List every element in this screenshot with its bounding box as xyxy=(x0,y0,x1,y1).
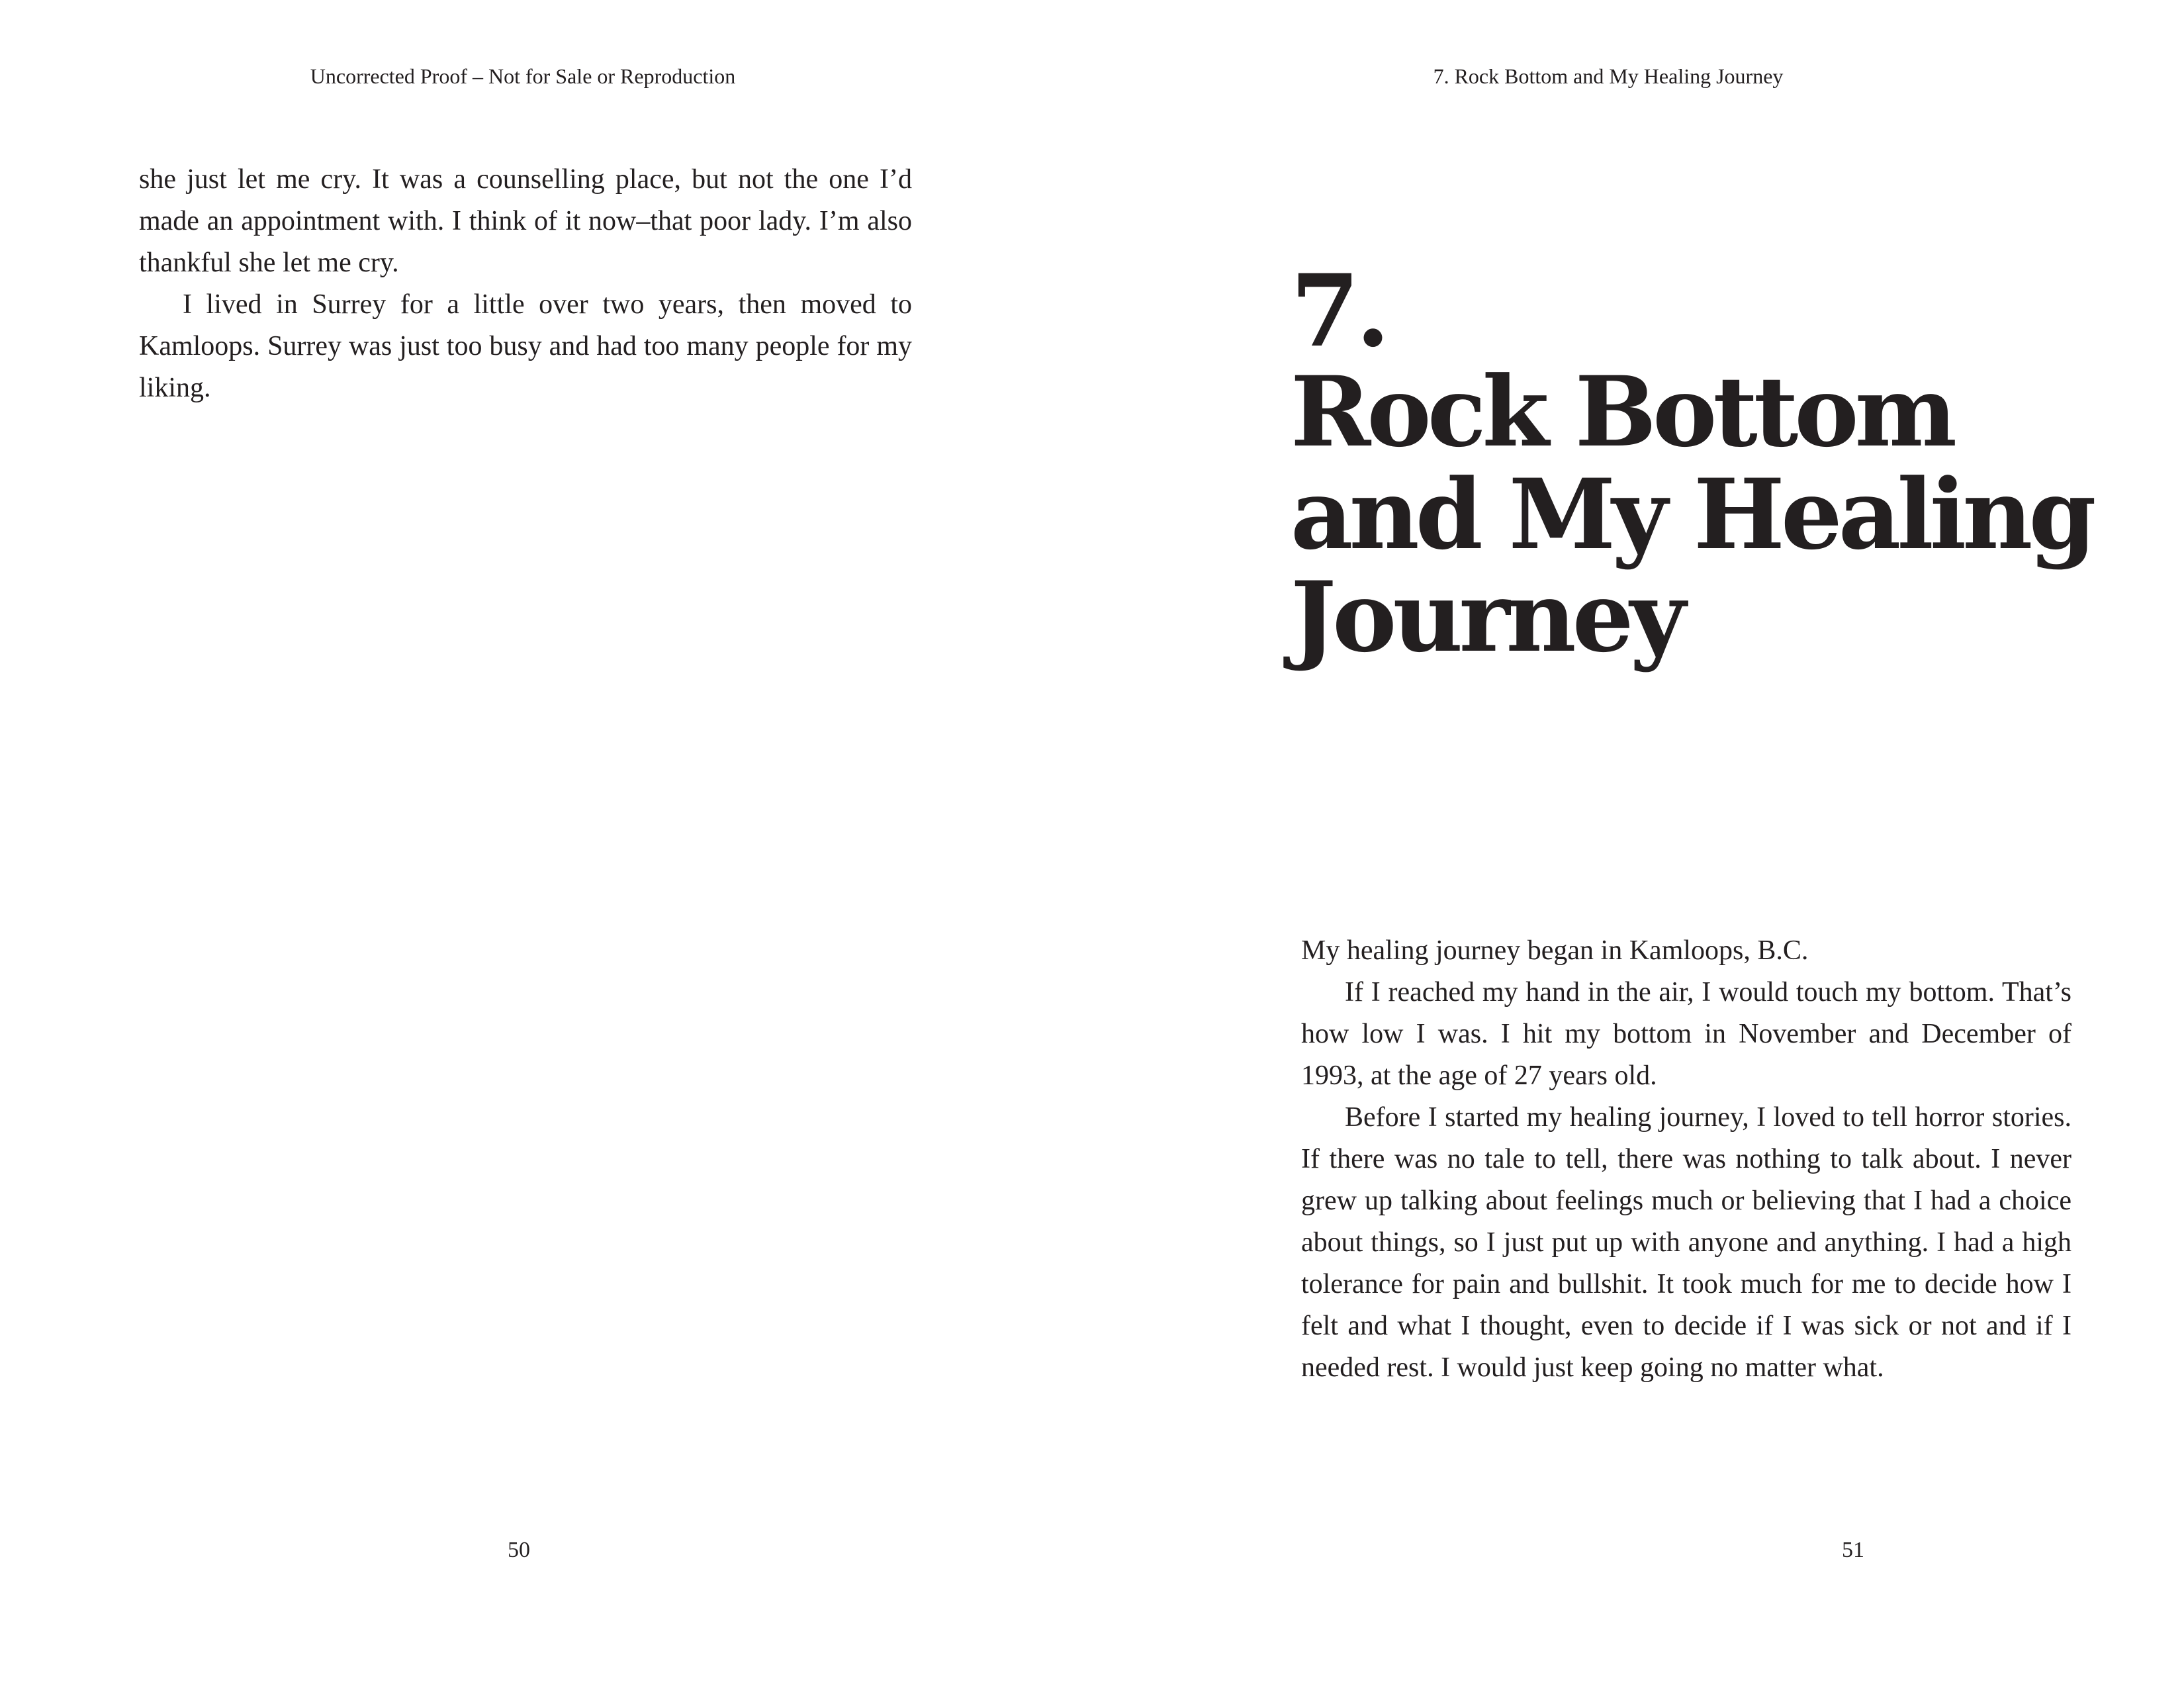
right-page-body xyxy=(1301,930,2071,1389)
page-number-right: 51 xyxy=(1842,1538,1864,1562)
running-head-left: Uncorrected Proof – Not for Sale or Reproduction xyxy=(310,64,736,88)
chapter-title-line: and My Healing xyxy=(1291,458,2093,571)
left-page-body xyxy=(139,159,912,409)
chapter-title-line: Journey xyxy=(1291,561,1682,674)
page-number-left: 50 xyxy=(508,1538,530,1562)
chapter-number: 7. xyxy=(1291,253,1387,369)
chapter-heading xyxy=(1291,253,2118,674)
running-head-right: 7. Rock Bottom and My Healing Journey xyxy=(1433,64,1784,88)
chapter-title-line: Rock Bottom xyxy=(1291,355,1954,469)
paragraph: If I reached my hand in the air, I would touch my bottom. That’s how low I was. I hit my bottom in November and December of 1993, at the age of 27 years old. xyxy=(1301,977,2071,1091)
right-page xyxy=(1092,0,2184,1688)
paragraph: Before I started my healing journey, I loved to tell horror stories. If there was no tale to tell, there was nothing to talk about. I never grew up talking about feelings much or believing that I had a choice about things, so I just put up with anyone and anything. I had a high tolerance for pain and bullshit. It took much for me to decide how I felt and what I thought, even to decide if I was sick or not and if I needed rest. I would just keep going no matter what. xyxy=(1301,1102,2071,1383)
paragraph: I lived in Surrey for a little over two years, then moved to Kamloops. Surrey was just too busy and had too many people for my liking. xyxy=(139,289,912,403)
paragraph: she just let me cry. It was a counselling place, but not the one I’d made an appointment with. I think of it now–that poor lady. I’m also thankful she let me cry. xyxy=(139,164,912,278)
paragraph: My healing journey began in Kamloops, B.C. xyxy=(1301,935,1809,966)
